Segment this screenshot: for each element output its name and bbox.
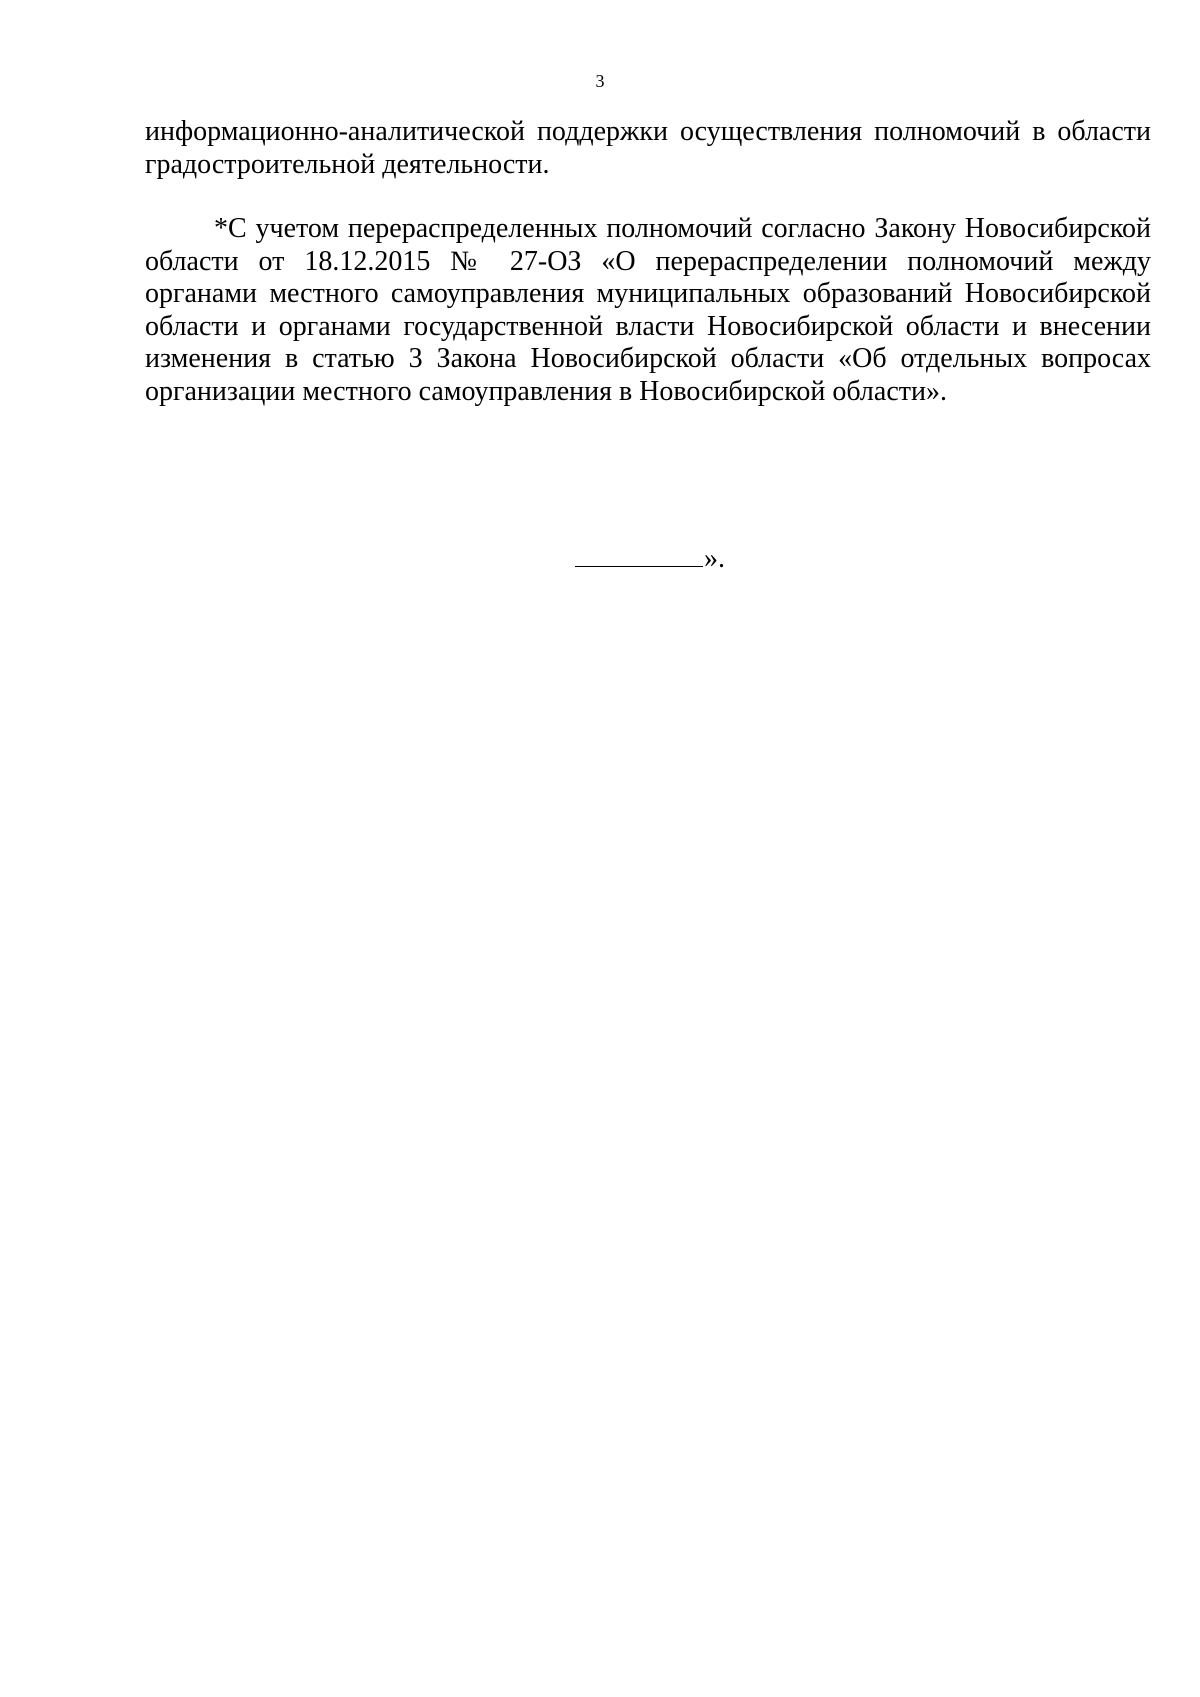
closing-underline [575, 540, 703, 567]
paragraph-footnote: *С учетом перераспределенных полномочий согласно Закону Новосибирской области от 18.12.2015 № 27-ОЗ «О перераспределении полномочий между органами местного самоуправления муниципальных образований Новосибирской области и органами государственной власти Новосибирской области и внесении изменения в статью 3 Закона Новосибирской области «Об отдельных вопросах организации местного самоуправления в Новосибирской области». [145, 213, 1151, 407]
closing-quote: ». [704, 543, 725, 574]
paragraph-continuation: информационно-аналитической поддержки осуществления полномочий в области градостроительной деятельности. [145, 116, 1151, 180]
closing-mark [575, 540, 725, 575]
page-number: 3 [595, 71, 605, 91]
